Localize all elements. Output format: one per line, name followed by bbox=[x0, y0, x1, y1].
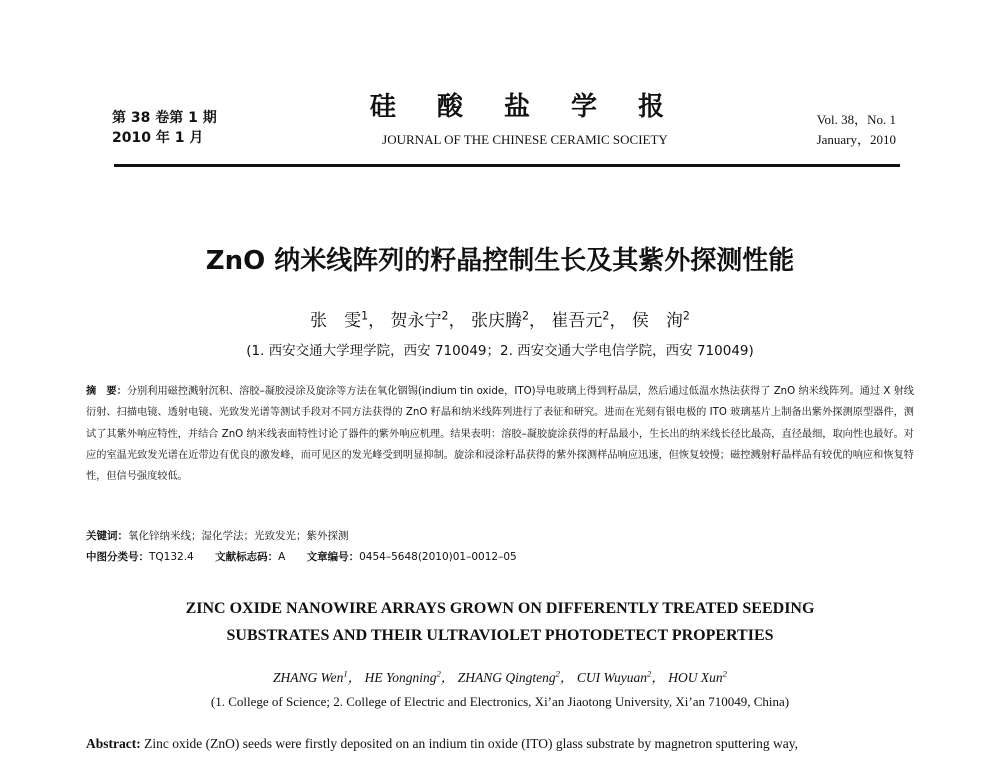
author-list-en: ZHANG Wen$^1$， HE Yongning$^2$， ZHANG Qingteng$^2$， CUI Wuyuan$^2$， HOU Xun$^2$ bbox=[272, 668, 728, 685]
clc-value: TQ132.4 bbox=[149, 551, 194, 563]
keywords-cn bbox=[86, 526, 914, 546]
author-list-cn: 张 雯$^1$， 贺永宁$^2$， 张庆腾$^2$， 崔吾元$^2$， 侯 洵$^2$ bbox=[310, 309, 690, 331]
paper-title-cn: ZnO 纳米线阵列的籽晶控制生长及其紫外探测性能 bbox=[205, 246, 795, 276]
classification-line bbox=[86, 547, 914, 567]
author-cn: 侯 洵$^2$ bbox=[631, 309, 690, 331]
doc-code-value: A bbox=[278, 551, 286, 563]
title-en-line: ZINC OXIDE NANOWIRE ARRAYS GROWN ON DIFFERENTLY TREATED SEEDING bbox=[185, 600, 815, 617]
journal-header bbox=[300, 90, 750, 148]
journal-name-en: JOURNAL OF THE CHINESE CERAMIC SOCIETY bbox=[382, 132, 668, 147]
article-no-value: 0454–5648(2010)01–0012–05 bbox=[359, 551, 517, 563]
abstract-en bbox=[86, 733, 914, 755]
abstract-text-en: Zinc oxide (ZnO) seeds were firstly deposited on an indium tin oxide (ITO) glass substrate by magnetron sputtering way, bbox=[144, 736, 798, 751]
article-no-label: 文章编号： bbox=[306, 551, 360, 563]
doc-code-label: 文献标志码： bbox=[215, 551, 279, 563]
volume-issue-cn bbox=[112, 108, 217, 148]
author-cn: 张 雯$^1$ bbox=[310, 309, 369, 331]
clc-label: 中图分类号： bbox=[86, 551, 149, 563]
volume-en: Vol. 38，No. 1 bbox=[816, 112, 896, 127]
abstract-label-cn: 摘 要： bbox=[86, 386, 127, 397]
abstract-cn bbox=[86, 381, 914, 487]
author-cn: 张庆腾$^2$ bbox=[470, 309, 530, 331]
author-en: CUI Wuyuan$^2$ bbox=[576, 668, 652, 685]
volume-cn: 第 38 卷第 1 期 bbox=[112, 110, 217, 126]
author-cn: 贺永宁$^2$ bbox=[390, 309, 449, 331]
abstract-label-en: Abstract: bbox=[86, 736, 141, 751]
affiliation-cn: (1. 西安交通大学理学院，西安 710049；2. 西安交通大学电信学院，西安 710049) bbox=[246, 343, 754, 359]
volume-issue-en bbox=[817, 110, 896, 150]
author-en: ZHANG Qingteng$^2$ bbox=[457, 668, 561, 685]
journal-name-cn: 硅 酸 盐 学 报 bbox=[369, 92, 681, 122]
author-cn: 崔吾元$^2$ bbox=[551, 309, 610, 331]
keywords-label-cn: 关键词： bbox=[86, 530, 128, 542]
author-en: HE Yongning$^2$ bbox=[364, 668, 441, 685]
date-en: January，2010 bbox=[816, 132, 896, 147]
keywords-text-cn: 氧化锌纳米线；湿化学法；光致发光；紫外探测 bbox=[128, 530, 349, 542]
header-rule bbox=[114, 164, 900, 167]
title-en-line: SUBSTRATES AND THEIR ULTRAVIOLET PHOTODETECT PROPERTIES bbox=[226, 627, 774, 644]
author-en: ZHANG Wen$^1$ bbox=[272, 668, 348, 685]
date-cn: 2010 年 1 月 bbox=[112, 130, 204, 146]
paper-title-en bbox=[100, 595, 900, 649]
author-en: HOU Xun$^2$ bbox=[668, 668, 728, 685]
affiliation-en: (1. College of Science; 2. College of Electric and Electronics, Xi’an Jiaotong University, Xi’an 710049, China) bbox=[210, 694, 790, 709]
abstract-text-cn: 分别利用磁控溅射沉积、溶胶–凝胶浸涂及旋涂等方法在氧化铟锡(indium tin oxide，ITO)导电玻璃上得到籽晶层，然后通过低温水热法获得了 ZnO 纳米线阵列。通过 X 射线衍射、扫描电镜、透射电镜、光致发光谱等测试手段对不同方法获得的 ZnO 籽晶和纳米线阵列进行了表征和研究。进而在光刻有银电极的 ITO 玻璃基片上制备出紫外探测原型器件，测试了其紫外响应特性，并结合 ZnO 纳米线表面特性讨论了器件的紫外响应机理。结果表明：溶胶–凝胶旋涂获得的籽晶最小，生长出的纳米线长径比最高，直径最细，取向性也最好。对应的室温光致发光谱在近带边有优良的激发峰，而可见区的发光峰受到明显抑制。旋涂和浸涂籽晶获得的紫外探测样品响应迅速，但恢复较慢；磁控溅射籽晶样品有较优的响应和恢复特性，但信号强度较低。 bbox=[86, 386, 914, 483]
